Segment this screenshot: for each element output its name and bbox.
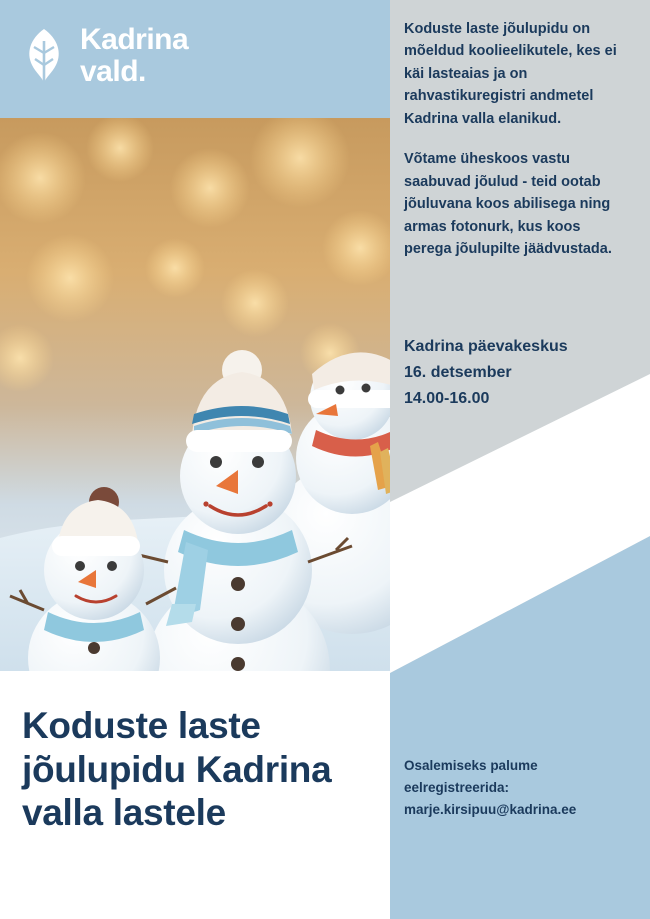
- registration-line-1: Osalemiseks palume: [404, 758, 538, 773]
- brand-name-line1: Kadrina: [80, 23, 189, 56]
- registration-email[interactable]: marje.kirsipuu@kadrina.ee: [404, 801, 577, 817]
- registration-line-2: eelregistreerida:: [404, 779, 510, 795]
- brand-logo: [22, 24, 188, 89]
- description-text: [404, 18, 618, 261]
- snowmen-winter-photo: [0, 118, 390, 671]
- page-title: Koduste laste jõulupidu Kadrina valla lastele: [22, 705, 332, 834]
- description-paragraph-1: Koduste laste jõulupidu on mõeldud koolieelikutele, kes ei käi lasteaias ja on rahvastikuregistri andmetel Kadrina valla elanikud.: [404, 21, 617, 127]
- event-venue: Kadrina päevakeskus: [404, 338, 568, 355]
- title-area: [0, 671, 390, 919]
- event-details: [404, 334, 618, 412]
- event-date: 16. detsember: [404, 363, 512, 381]
- brand-name-line2: vald.: [80, 55, 146, 89]
- brand-name: [80, 24, 188, 89]
- event-time: 14.00-16.00: [404, 389, 490, 407]
- description-paragraph-2: Võtame üheskoos vastu saabuvad jõulud - teid ootab jõuluvana koos abilisega ning armas fotonurk, kus koos perega jõulupilte jäädvustada.: [404, 151, 612, 258]
- registration-info: [404, 755, 630, 821]
- leaf-icon: [22, 27, 66, 85]
